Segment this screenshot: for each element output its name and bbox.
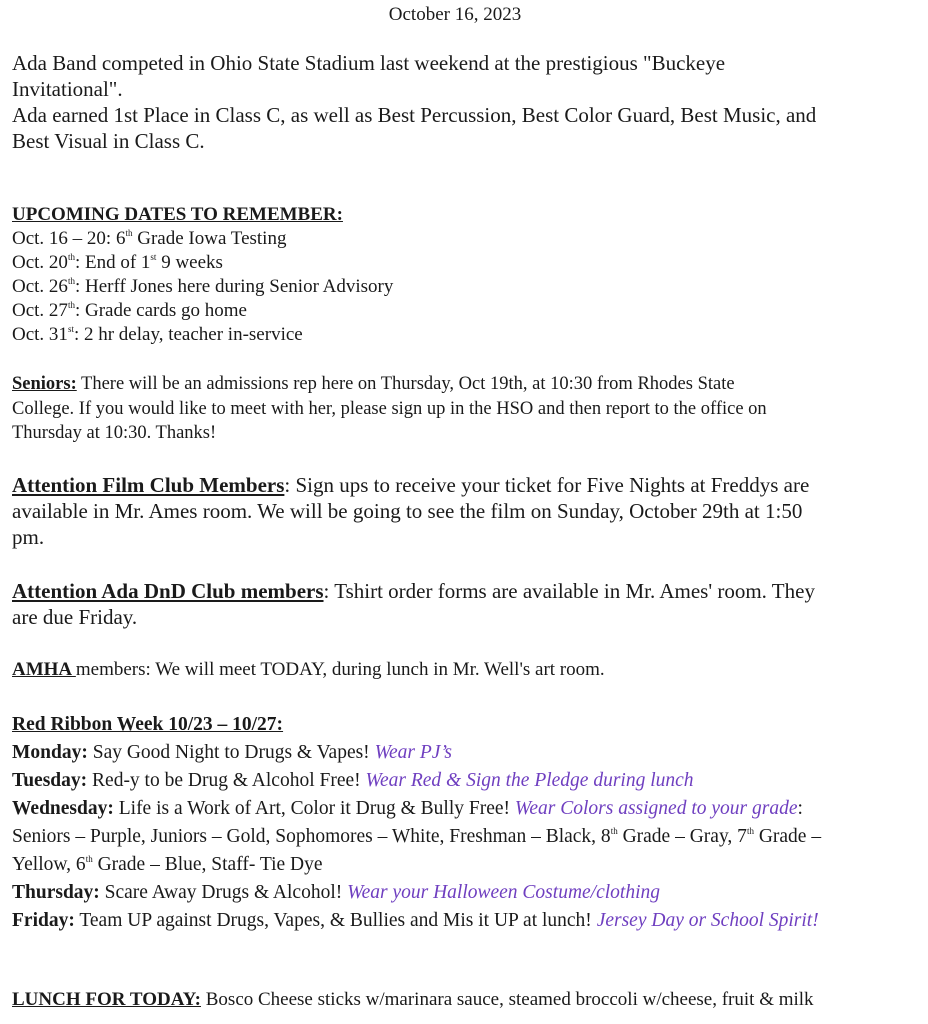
ribbon-day-tuesday: Tuesday: Red-y to be Drug & Alcohol Free! Wear Red & Sign the Pledge during lunch bbox=[12, 770, 694, 791]
page-date: October 16, 2023 bbox=[388, 4, 522, 25]
dnd-club-text-2: are due Friday. bbox=[12, 605, 138, 629]
dnd-club-paragraph bbox=[12, 578, 922, 630]
film-club-text-1: : Sign ups to receive your ticket for Five Nights at Freddys are bbox=[284, 473, 810, 497]
seniors-label: Seniors: bbox=[12, 374, 77, 394]
ribbon-wednesday-colors-1: Seniors – Purple, Juniors – Gold, Sophomores – White, Freshman – Black, 8th Grade – Gray, 7th Grade – bbox=[12, 826, 822, 847]
film-club-text-3: pm. bbox=[12, 525, 45, 549]
upcoming-dates-section bbox=[12, 203, 922, 347]
amha-paragraph bbox=[12, 658, 922, 682]
amha-text: members: We will meet TODAY, during lunch in Mr. Well's art room. bbox=[75, 659, 605, 680]
upcoming-date-item: Oct. 27th: Grade cards go home bbox=[12, 300, 247, 321]
lunch-text: Bosco Cheese sticks w/marinara sauce, steamed broccoli w/cheese, fruit & milk bbox=[201, 989, 814, 1010]
band-line-1: Ada Band competed in Ohio State Stadium last weekend at the prestigious "Buckeye bbox=[12, 51, 726, 75]
amha-label: AMHA bbox=[12, 659, 76, 680]
band-line-3: Ada earned 1st Place in Class C, as well as Best Percussion, Best Color Guard, Best Music, and bbox=[12, 103, 817, 127]
band-line-2: Invitational". bbox=[12, 77, 123, 101]
ribbon-day-monday: Monday: Say Good Night to Drugs & Vapes! Wear PJ’s bbox=[12, 742, 453, 763]
ribbon-wednesday-colors-2: Yellow, 6th Grade – Blue, Staff- Tie Dye bbox=[12, 854, 323, 875]
seniors-text-1: There will be an admissions rep here on Thursday, Oct 19th, at 10:30 from Rhodes State bbox=[76, 374, 735, 394]
film-club-label: Attention Film Club Members bbox=[12, 473, 285, 497]
dnd-club-label: Attention Ada DnD Club members bbox=[12, 579, 324, 603]
upcoming-date-item: Oct. 16 – 20: 6th Grade Iowa Testing bbox=[12, 228, 287, 249]
upcoming-date-item: Oct. 20th: End of 1st 9 weeks bbox=[12, 252, 223, 273]
seniors-text-3: Thursday at 10:30. Thanks! bbox=[12, 423, 217, 443]
ribbon-day-friday: Friday: Team UP against Drugs, Vapes, & Bullies and Mis it UP at lunch! Jersey Day or School Spirit! bbox=[12, 910, 819, 931]
upcoming-date-item: Oct. 26th: Herff Jones here during Senior Advisory bbox=[12, 276, 394, 297]
red-ribbon-heading: Red Ribbon Week 10/23 – 10/27: bbox=[12, 714, 284, 735]
lunch-paragraph bbox=[12, 988, 922, 1012]
film-club-paragraph bbox=[12, 472, 922, 550]
upcoming-date-item: Oct. 31st: 2 hr delay, teacher in-service bbox=[12, 324, 303, 345]
seniors-paragraph bbox=[12, 372, 922, 446]
seniors-text-2: College. If you would like to meet with her, please sign up in the HSO and then report to the office on bbox=[12, 398, 767, 419]
band-line-4: Best Visual in Class C. bbox=[12, 129, 205, 153]
ribbon-day-thursday: Thursday: Scare Away Drugs & Alcohol! Wear your Halloween Costume/clothing bbox=[12, 882, 661, 903]
red-ribbon-section bbox=[12, 711, 922, 935]
ribbon-day-wednesday: Wednesday: Life is a Work of Art, Color it Drug & Bully Free! Wear Colors assigned to your grade: bbox=[12, 798, 803, 819]
film-club-text-2: available in Mr. Ames room. We will be going to see the film on Sunday, October 29th at 1:50 bbox=[12, 499, 803, 523]
upcoming-dates-heading: UPCOMING DATES TO REMEMBER: bbox=[12, 204, 343, 225]
dnd-club-text-1: : Tshirt order forms are available in Mr. Ames' room. They bbox=[323, 579, 815, 603]
lunch-label: LUNCH FOR TODAY: bbox=[12, 989, 201, 1010]
band-paragraph bbox=[12, 50, 922, 154]
